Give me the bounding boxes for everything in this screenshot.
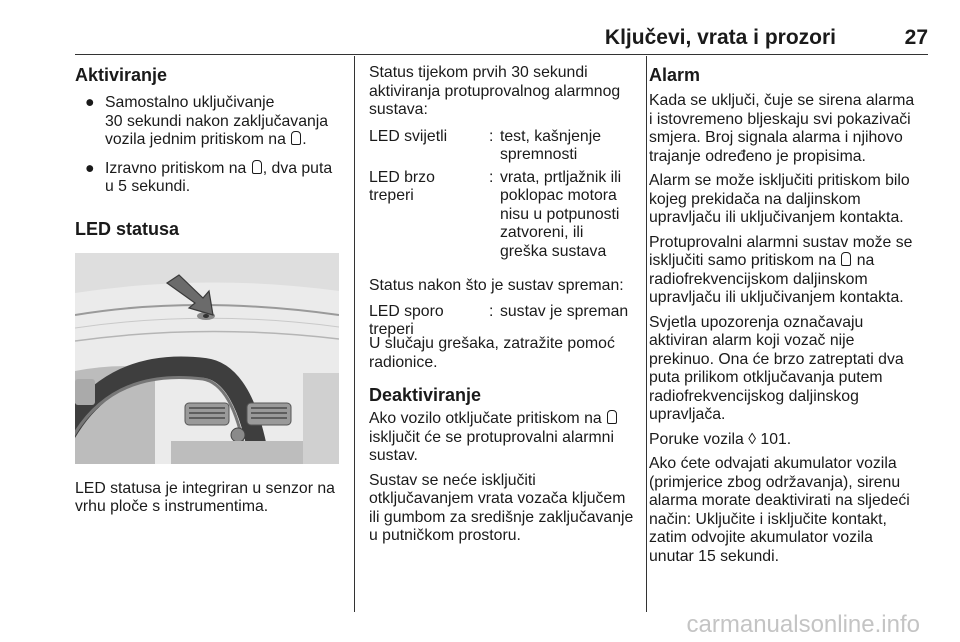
text-line: Kada se uključi, čuje se sirena alarma [649,92,915,109]
deactivation-line: u putničkom prostoru. [369,527,521,544]
bullet-dot: ● [85,94,95,111]
text-line: radiofrekvencijskog daljinskog [649,387,859,405]
status-first-30s-line: aktiviranja protuprovalnog alarmnog [369,82,621,100]
status-after-armed: Status nakon što je sustav spreman: [369,277,624,294]
status-label: LED svijetli [369,127,448,145]
deactivation-line: ili gumbom za središnje zaključavanje [369,508,634,526]
bullet-item [75,160,345,197]
led-caption-line: LED statusa je integriran u senzor na [75,479,335,497]
bullet-line: vozila jednim pritiskom na . [105,131,307,148]
page-title: Ključevi, vrata i prozori [604,26,836,49]
heading-activation: Aktiviranje [75,65,168,85]
status-table-row [369,169,634,262]
status-value: spremnosti [500,146,578,163]
bullet-line: Izravno pritiskom na , dva puta [105,159,333,177]
key-lock-icon [291,131,301,145]
status-value: test, kašnjenje [500,127,601,145]
status-value: greška sustava [500,242,607,260]
key-lock-icon [252,160,262,174]
text-line: unutar 15 sekundi. [649,547,779,565]
text-line: prekinuo. Ona će brzo zatreptati dva [649,350,904,368]
text-line: upravljača. [649,406,726,423]
text-line: isključiti samo pritiskom na na [649,252,875,269]
deactivation-line: sustav. [369,447,418,464]
column-2 [369,64,634,546]
status-value: vrata, prtljažnik ili [500,168,622,186]
separator-colon: : [489,302,494,320]
alarm-paragraph [649,455,931,566]
vehicle-messages-reference[interactable]: Poruke vozila ◊ 101. [649,430,792,448]
bullet-dot: ● [85,159,95,177]
text-line: radiofrekvencijskom daljinskom [649,270,868,288]
text-line: upravljaču ili uključivanjem kontakta. [649,289,904,306]
text-line: zatim odvojite akumulator vozila [649,529,873,546]
key-unlock-icon [607,410,617,424]
text-line: (primjerice zbog održavanja), sirenu [649,473,901,491]
deactivation-line: Ako vozilo otključate pritiskom na [369,410,634,429]
status-value: sustav je spreman [500,302,629,320]
text-line: Protuprovalni alarmni sustav može se [649,233,913,251]
text-line: Alarm se može isključiti pritiskom bilo [649,172,910,189]
heading-led-status: LED statusa [75,218,180,239]
text-line: trajanje određeno je propisima. [649,147,866,165]
page-header [75,26,928,52]
status-table-row [369,302,634,338]
column-divider-1 [354,56,355,612]
text-line: kojeg prekidača na daljinskom [649,190,861,208]
led-caption-line: vrhu ploče s instrumentima. [75,498,269,515]
column-1 [75,64,345,517]
status-label: LED sporo [369,302,444,320]
alarm-paragraph [649,92,931,166]
key-unlock-icon [841,252,851,266]
page-number: 27 [904,26,928,49]
heading-alarm: Alarm [649,65,701,85]
text-line: alarma morate deaktivirati na sljedeći [649,492,910,509]
status-first-30s-line: sustava: [369,101,428,118]
status-label: LED brzo [369,168,435,186]
text-line: Ako ćete odvajati akumulator vozila [649,455,897,472]
text-line: aktiviran alarm koji vozač nije [649,332,855,349]
alarm-paragraph [649,234,931,308]
text-line: Svjetla upozorenja označavaju [649,313,864,331]
text-line: puta prilikom otključavanja putem [649,369,883,386]
status-table-row [369,128,634,165]
text-line: način: Uključite i isključite kontakt, [649,510,887,528]
alarm-paragraph [649,314,931,425]
status-first-30s-line: Status tijekom prvih 30 sekundi [369,64,588,81]
status-label: treperi [369,321,414,338]
page-reference-arrow-icon: ◊ [748,430,757,448]
fault-line: U slučaju grešaka, zatražite pomoć [369,335,615,352]
alarm-paragraph [649,172,931,228]
bullet-line: u 5 sekundi. [105,178,191,195]
status-label: treperi [369,187,414,204]
text-line: upravljaču ili uključivanjem kontakta. [649,209,904,226]
deactivation-line: otključavanjem vrata vozača ključem [369,490,626,507]
text-line: i istovremeno bljeskaju svi pokazivači [649,110,911,128]
fault-line: radionice. [369,353,438,371]
led-status-dashboard-illustration [75,253,339,464]
separator-colon: : [489,127,494,145]
status-value: poklopac motora [500,187,617,204]
status-value: zatvoreni, ili [500,224,584,241]
separator-colon: : [489,168,494,186]
bullet-line: 30 sekundi nakon zaključavanja [105,112,329,130]
status-value: nisu u potpunosti [500,205,620,223]
bullet-item [75,94,345,150]
header-divider [75,54,928,55]
text-line: smjera. Broj signala alarma i njihovo [649,129,903,146]
bullet-line: Samostalno uključivanje [105,94,275,111]
deactivation-line: isključit će se protuprovalni alarmni [369,428,614,446]
column-3 [649,64,931,566]
watermark: carmanualsonline.info [686,611,920,638]
deactivation-line: Sustav se neće isključiti [369,471,536,489]
heading-deactivation: Deaktiviranje [369,385,482,405]
column-divider-2 [646,56,647,612]
